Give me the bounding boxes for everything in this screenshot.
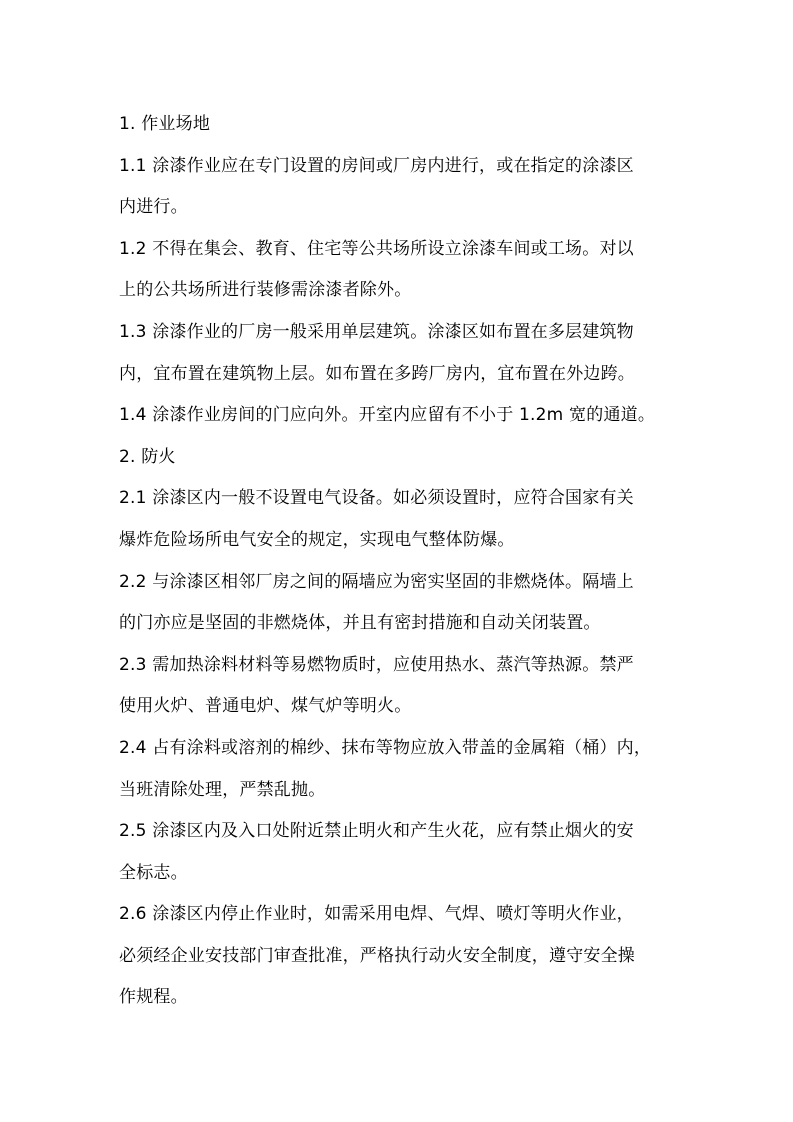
paragraph-1-2-line-2: 上的公共场所进行装修需涂漆者除外。	[119, 280, 412, 301]
paragraph-2-4-line-1: 2.4 占有涂料或溶剂的棉纱、抹布等物应放入带盖的金属箱（桶）内，	[119, 737, 652, 758]
section-heading-2: 2. 防火	[119, 446, 176, 467]
paragraph-1-4-line-1: 1.4 涂漆作业房间的门应向外。开室内应留有不小于 1.2m 宽的通道。	[119, 405, 656, 426]
paragraph-2-6-line-1: 2.6 涂漆区内停止作业时，如需采用电焊、气焊、喷灯等明火作业，	[119, 904, 634, 925]
paragraph-2-3-line-1: 2.3 需加热涂料材料等易燃物质时，应使用热水、蒸汽等热源。禁严	[119, 654, 634, 675]
paragraph-2-2-line-2: 的门亦应是坚固的非燃烧体，并且有密封措施和自动关闭装置。	[119, 613, 601, 634]
paragraph-2-3-line-2: 使用火炉、普通电炉、煤气炉等明火。	[119, 696, 412, 717]
paragraph-2-6-line-3: 作规程。	[119, 987, 188, 1008]
paragraph-2-5-line-1: 2.5 涂漆区内及入口处附近禁止明火和产生火花，应有禁止烟火的安	[119, 821, 634, 842]
paragraph-2-4-line-2: 当班清除处理，严禁乱抛。	[119, 779, 326, 800]
paragraph-1-1-line-2: 内进行。	[119, 197, 188, 218]
paragraph-2-1-line-1: 2.1 涂漆区内一般不设置电气设备。如必须设置时，应符合国家有关	[119, 488, 634, 509]
paragraph-1-2-line-1: 1.2 不得在集会、教育、住宅等公共场所设立涂漆车间或工场。对以	[119, 238, 634, 259]
document-page	[119, 104, 679, 1019]
paragraph-1-3-line-2: 内，宜布置在建筑物上层。如布置在多跨厂房内，宜布置在外边跨。	[119, 363, 635, 384]
paragraph-2-6-line-2: 必须经企业安技部门审查批准，严格执行动火安全制度，遵守安全操	[119, 945, 635, 966]
paragraph-2-2-line-1: 2.2 与涂漆区相邻厂房之间的隔墙应为密实坚固的非燃烧体。隔墙上	[119, 571, 634, 592]
paragraph-1-1-line-1: 1.1 涂漆作业应在专门设置的房间或厂房内进行，或在指定的涂漆区	[119, 155, 634, 176]
section-heading-1: 1. 作业场地	[119, 114, 211, 134]
paragraph-2-5-line-2: 全标志。	[119, 862, 188, 883]
paragraph-1-3-line-1: 1.3 涂漆作业的厂房一般采用单层建筑。涂漆区如布置在多层建筑物	[119, 321, 634, 342]
paragraph-2-1-line-2: 爆炸危险场所电气安全的规定，实现电气整体防爆。	[119, 529, 515, 550]
